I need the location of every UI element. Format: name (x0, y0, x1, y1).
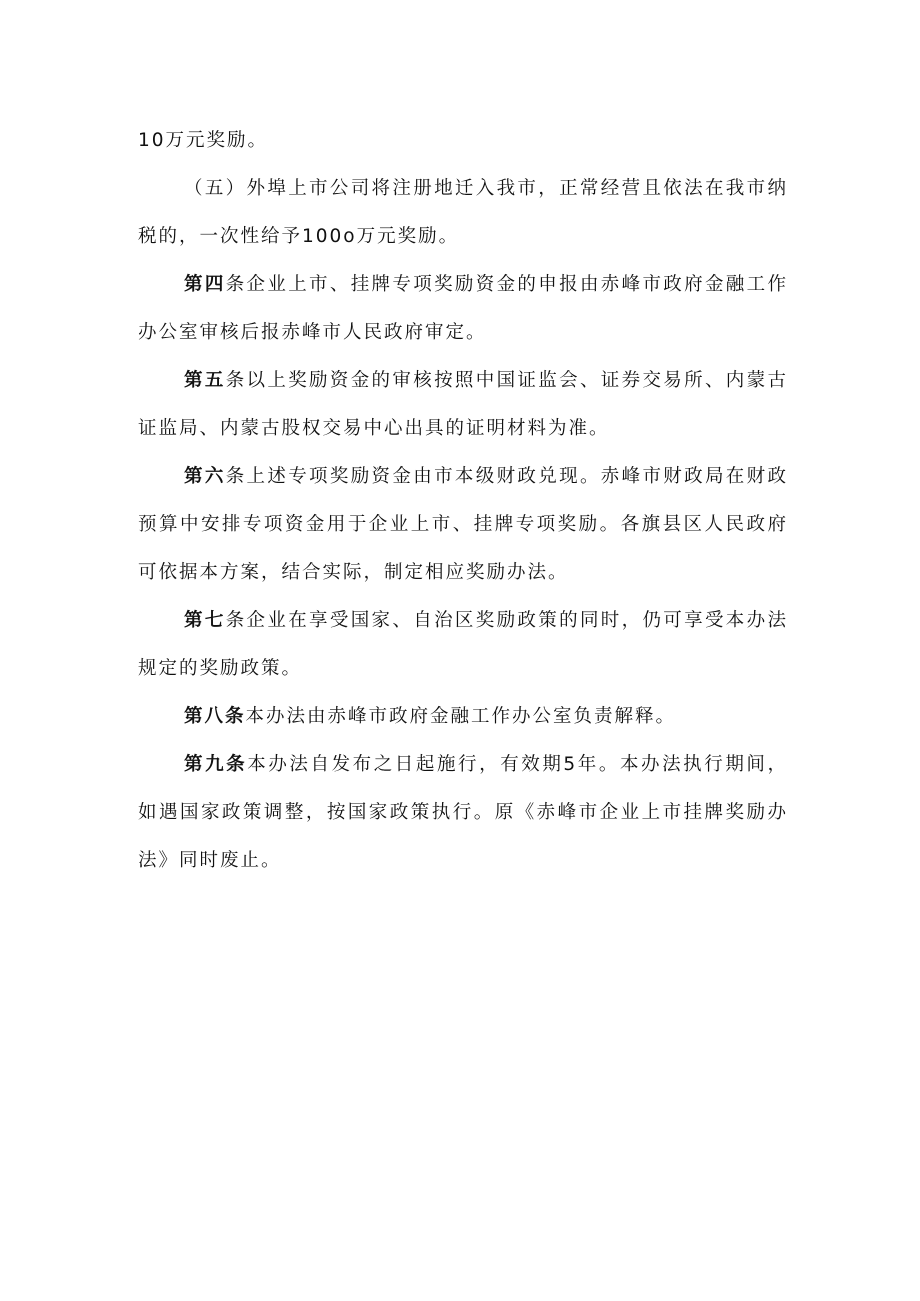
article-text: 本办法由赤峰市政府金融工作办公室负责解释。 (245, 706, 677, 727)
article-text: 条以上奖励资金的审核按照中国证监会、证券交易所、内蒙古证监局、内蒙古股权交易中心出具的证明材料为准。 (138, 370, 788, 439)
paragraph-award-continuation (138, 117, 788, 165)
paragraph-text: （五）外埠上市公司将注册地迁入我市，正常经营且依法在我市纳税的，一次性给予100o万元奖励。 (138, 178, 788, 247)
article-label: 第九条 (184, 754, 248, 775)
article-label: 第六 (184, 466, 226, 487)
article-text: 条上述专项奖励资金由市本级财政兑现。赤峰市财政局在财政预算中安排专项资金用于企业上市、挂牌专项奖励。各旗县区人民政府可依据本方案，结合实际，制定相应奖励办法。 (138, 466, 788, 583)
article-text: 条企业上市、挂牌专项奖励资金的申报由赤峰市政府金融工作办公室审核后报赤峰市人民政府审定。 (138, 274, 788, 343)
article-label: 第四 (184, 274, 226, 295)
article-eight (138, 693, 788, 741)
article-label: 第七 (184, 610, 226, 631)
article-text: 条企业在享受国家、自治区奖励政策的同时，仍可享受本办法规定的奖励政策。 (138, 610, 788, 679)
article-six (138, 453, 788, 597)
article-label: 第五 (184, 370, 226, 391)
article-text: 本办法自发布之日起施行，有效期5年。本办法执行期间，如遇国家政策调整，按国家政策执行。原《赤峰市企业上市挂牌奖励办法》同时废止。 (138, 754, 788, 871)
paragraph-item-five (138, 165, 788, 261)
article-label: 第八条 (184, 706, 246, 727)
article-nine (138, 741, 788, 885)
article-seven (138, 597, 788, 693)
article-four (138, 261, 788, 357)
paragraph-text: 10万元奖励。 (138, 130, 269, 151)
article-five (138, 357, 788, 453)
